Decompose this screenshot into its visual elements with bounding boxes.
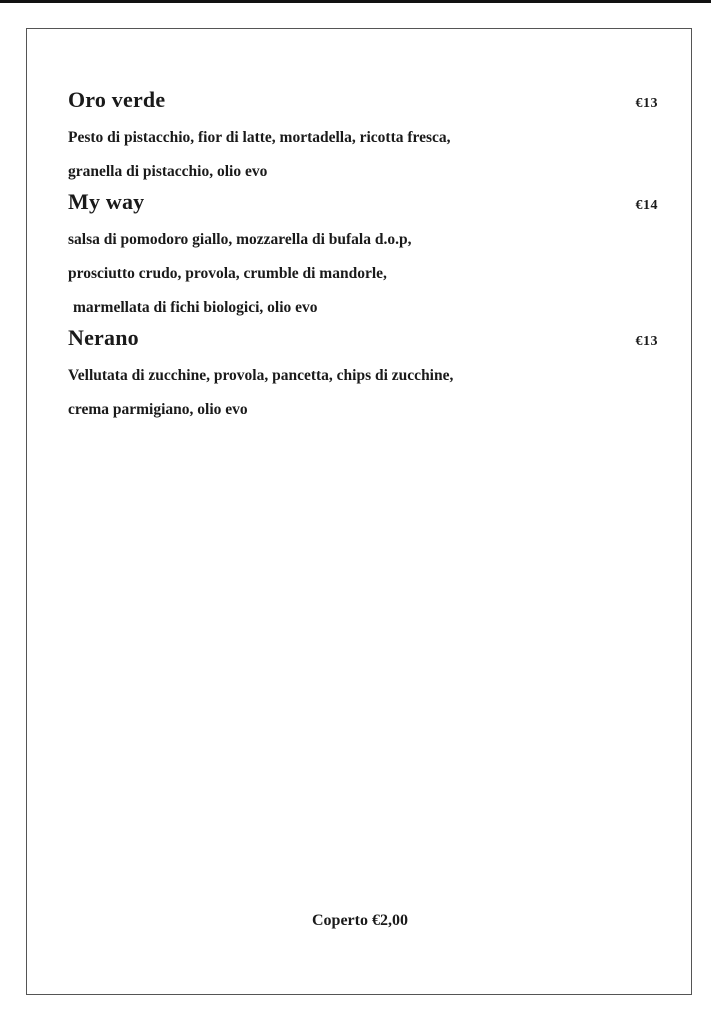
cover-charge-text: Coperto €2,00 (312, 912, 408, 929)
menu-item-header (68, 87, 658, 121)
top-edge-bar (0, 0, 711, 3)
menu-item-description-line: salsa di pomodoro giallo, mozzarella di bufala d.o.p, (68, 231, 412, 248)
menu-item-description-line: marmellata di fichi biologici, olio evo (73, 299, 318, 316)
menu-item-description-line: Pesto di pistacchio, fior di latte, mortadella, ricotta fresca, (68, 129, 451, 146)
menu-item-header (68, 189, 658, 223)
menu-item-price: €13 (635, 96, 658, 111)
menu-item-oro-verde (68, 87, 658, 189)
menu-item-description-line: granella di pistacchio, olio evo (68, 163, 268, 180)
menu-item-my-way (68, 189, 658, 325)
menu-item-nerano (68, 325, 658, 427)
menu-list (68, 87, 658, 427)
menu-item-price: €14 (635, 198, 658, 213)
menu-page (26, 28, 692, 995)
menu-item-header (68, 325, 658, 359)
menu-item-description-line: crema parmigiano, olio evo (68, 401, 248, 418)
menu-item-price: €13 (635, 334, 658, 349)
menu-item-name: Oro verde (68, 87, 166, 112)
menu-item-name: My way (68, 189, 145, 214)
menu-item-description-line: prosciutto crudo, provola, crumble di mandorle, (68, 265, 387, 282)
menu-item-name: Nerano (68, 325, 139, 350)
menu-item-description-line: Vellutata di zucchine, provola, pancetta, chips di zucchine, (68, 367, 454, 384)
